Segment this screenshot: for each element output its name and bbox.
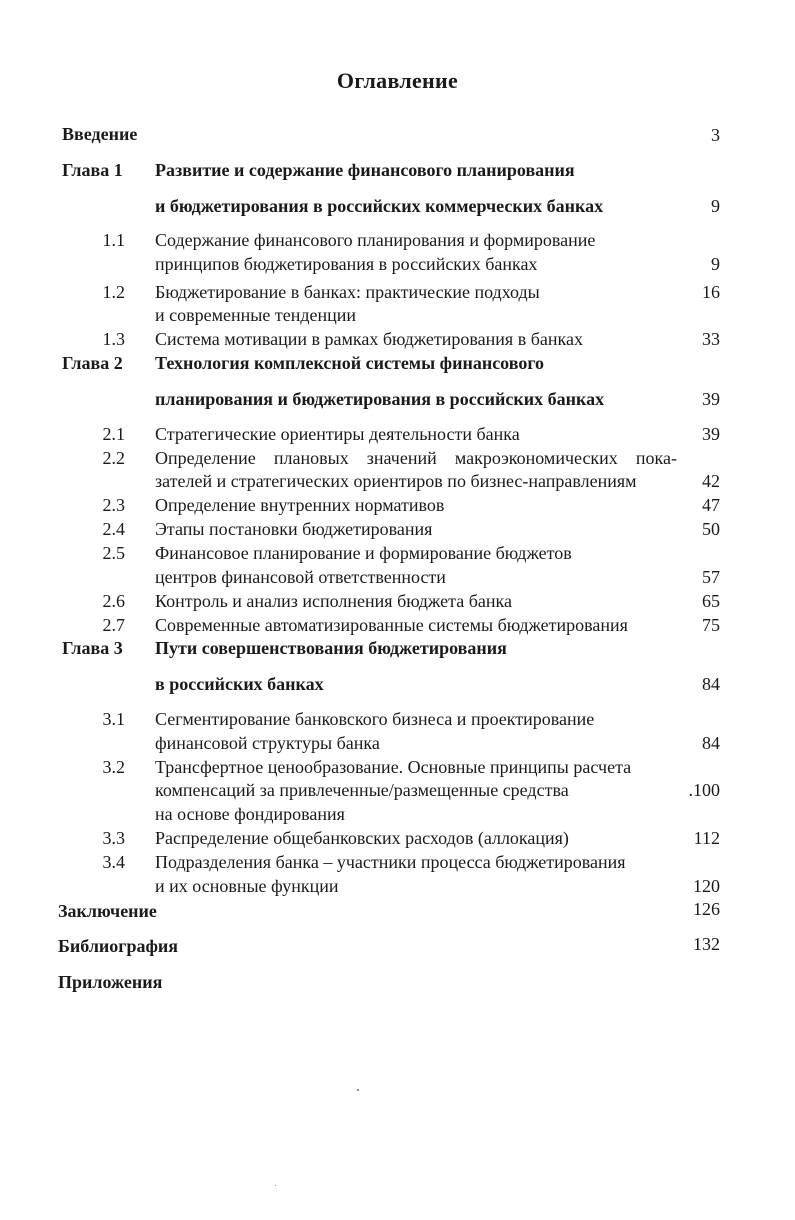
toc-section-1-2-line2[interactable]: и современные тенденции [155, 305, 357, 325]
toc-section-1-3-line1[interactable]: Система мотивации в рамках бюджетирования в банках [155, 329, 583, 349]
toc-chapter-3-page: 84 [702, 674, 720, 694]
toc-appendix-label[interactable]: Приложения [58, 972, 163, 992]
scan-speck [275, 1185, 276, 1186]
toc-chapter-2-title-line1[interactable]: Технология комплексной системы финансового [155, 353, 545, 373]
toc-conclusion-label[interactable]: Заключение [58, 901, 157, 921]
toc-section-1-1-line2[interactable]: принципов бюджетирования в российских банках [155, 254, 538, 274]
toc-section-1-2-page: 16 [702, 282, 720, 302]
toc-chapter-1-page: 9 [711, 196, 720, 216]
toc-section-3-3-line1[interactable]: Распределение общебанковских расходов (аллокация) [155, 828, 569, 848]
toc-section-2-5-line1[interactable]: Финансовое планирование и формирование бюджетов [155, 543, 572, 563]
toc-section-3-2-page: .100 [688, 780, 720, 800]
toc-section-3-4-line2[interactable]: и их основные функции [155, 876, 339, 896]
scan-speck [357, 1089, 359, 1091]
toc-chapter-1-label[interactable]: Глава 1 [62, 160, 123, 180]
toc-section-1-1-number: 1.1 [102, 230, 125, 250]
toc-section-2-7-number: 2.7 [102, 615, 125, 635]
toc-section-1-3-page: 33 [702, 329, 720, 349]
toc-section-2-5-line2[interactable]: центров финансовой ответственности [155, 567, 446, 587]
toc-section-3-4-number: 3.4 [102, 852, 125, 872]
toc-section-3-3-page: 112 [693, 828, 720, 848]
toc-chapter-2-page: 39 [702, 389, 720, 409]
toc-section-1-3-number: 1.3 [102, 329, 125, 349]
page-title: Оглавление [336, 68, 459, 93]
toc-section-3-1-page: 84 [702, 733, 720, 753]
toc-section-2-3-page: 47 [702, 495, 720, 515]
toc-section-3-1-line1[interactable]: Сегментирование банковского бизнеса и проектирование [155, 709, 595, 729]
toc-section-2-6-line1[interactable]: Контроль и анализ исполнения бюджета банка [155, 591, 512, 611]
toc-section-3-2-number: 3.2 [102, 757, 125, 777]
toc-section-3-2-line2[interactable]: компенсаций за привлеченные/размещенные средства [155, 780, 569, 800]
toc-intro-page: 3 [711, 125, 720, 145]
toc-section-3-2-line3[interactable]: на основе фондирования [155, 804, 345, 824]
toc-section-3-4-line1[interactable]: Подразделения банка – участники процесса бюджетирования [155, 852, 626, 872]
toc-intro-label[interactable]: Введение [62, 124, 138, 144]
toc-section-2-2-line1[interactable]: Определение плановых значений макроэкономических пока- [155, 448, 677, 468]
toc-section-3-2-line1[interactable]: Трансфертное ценообразование. Основные принципы расчета [155, 757, 632, 777]
toc-bibliography-label[interactable]: Библиография [58, 936, 179, 956]
toc-conclusion-page: 126 [693, 899, 720, 919]
toc-chapter-2-title-line2[interactable]: планирования и бюджетирования в российских банках [155, 389, 605, 409]
toc-section-3-1-line2[interactable]: финансовой структуры банка [155, 733, 380, 753]
toc-section-3-1-number: 3.1 [102, 709, 125, 729]
toc-section-2-6-page: 65 [702, 591, 720, 611]
toc-section-2-3-line1[interactable]: Определение внутренних нормативов [155, 495, 445, 515]
toc-chapter-2-label[interactable]: Глава 2 [62, 353, 123, 373]
toc-section-2-3-number: 2.3 [102, 495, 125, 515]
toc-section-2-1-number: 2.1 [102, 424, 125, 444]
toc-chapter-3-title-line2[interactable]: в российских банках [155, 674, 324, 694]
toc-section-2-2-line2[interactable]: зателей и стратегических ориентиров по бизнес-направлениям [155, 471, 637, 491]
toc-chapter-3-label[interactable]: Глава 3 [62, 638, 123, 658]
toc-section-2-5-number: 2.5 [102, 543, 125, 563]
toc-section-3-3-number: 3.3 [102, 828, 125, 848]
toc-section-1-2-number: 1.2 [102, 282, 125, 302]
toc-section-2-1-page: 39 [702, 424, 720, 444]
toc-section-2-7-line1[interactable]: Современные автоматизированные системы бюджетирования [155, 615, 628, 635]
toc-section-2-2-number: 2.2 [102, 448, 125, 468]
toc-section-1-2-line1[interactable]: Бюджетирование в банках: практические подходы [155, 282, 540, 302]
toc-section-1-1-line1[interactable]: Содержание финансового планирования и формирование [155, 230, 596, 250]
toc-bibliography-page: 132 [693, 934, 720, 954]
toc-section-2-7-page: 75 [702, 615, 720, 635]
toc-section-2-6-number: 2.6 [102, 591, 125, 611]
toc-section-2-1-line1[interactable]: Стратегические ориентиры деятельности банка [155, 424, 520, 444]
toc-chapter-1-title-line2[interactable]: и бюджетирования в российских коммерческих банках [155, 196, 604, 216]
toc-section-2-2-page: 42 [702, 471, 720, 491]
toc-chapter-1-title-line1[interactable]: Развитие и содержание финансового планирования [155, 160, 575, 180]
toc-section-2-4-page: 50 [702, 519, 720, 539]
toc-section-2-4-number: 2.4 [102, 519, 125, 539]
toc-section-1-1-page: 9 [711, 254, 720, 274]
toc-chapter-3-title-line1[interactable]: Пути совершенствования бюджетирования [155, 638, 507, 658]
toc-section-2-5-page: 57 [702, 567, 720, 587]
toc-section-2-4-line1[interactable]: Этапы постановки бюджетирования [155, 519, 433, 539]
toc-section-3-4-page: 120 [693, 876, 720, 896]
